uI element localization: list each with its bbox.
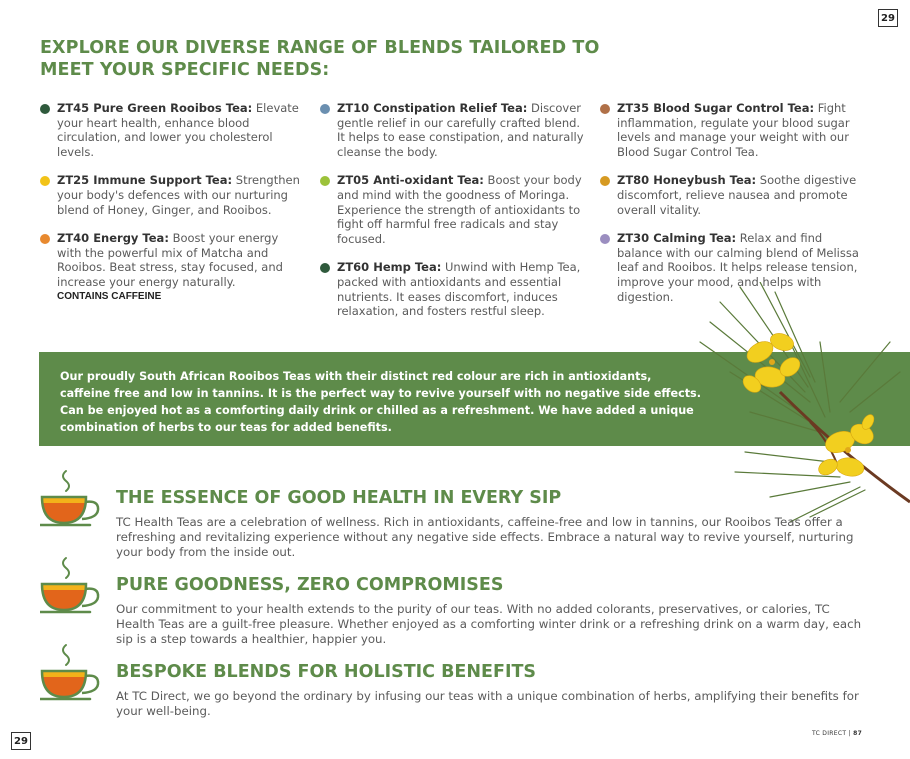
bullet-dot-icon <box>320 176 330 186</box>
section-body: Our commitment to your health extends to the purity of our teas. With no added colorants, preservatives, or calories, TC Health Teas are a guilt-free pleasure. Whether enjoyed as a comforting winter drink or a refreshing drink on a warm day, each sip is a step towards a healthier, happier you. <box>116 602 862 646</box>
blend-description: Relax and find balance with our calming blend of Melissa leaf and Rooibos. It helps release tension, improve your mood, and helps with digestion. <box>617 231 859 304</box>
blend-item <box>600 173 868 217</box>
blend-code: ZT35 Blood Sugar Control Tea: <box>617 101 815 115</box>
blend-item <box>40 231 302 302</box>
bullet-dot-icon <box>600 234 610 244</box>
section-body: TC Health Teas are a celebration of wellness. Rich in antioxidants, caffeine-free and low in tannins, our Rooibos Teas offer a refreshing and revitalizing experience without any negative side effects. Embrace a natural way to revive yourself, nurturing your body from the inside out. <box>116 515 854 559</box>
footer-brand: TC DIRECT <box>812 730 847 737</box>
section-title: THE ESSENCE OF GOOD HEALTH IN EVERY SIP <box>116 488 562 508</box>
blend-item <box>600 101 868 159</box>
bullet-dot-icon <box>40 176 50 186</box>
blend-description: Soothe digestive discomfort, relieve nausea and promote overall vitality. <box>617 173 857 217</box>
blend-column-2 <box>320 101 588 333</box>
blend-code: ZT10 Constipation Relief Tea: <box>337 101 528 115</box>
bullet-dot-icon <box>40 104 50 114</box>
blend-code: ZT25 Immune Support Tea: <box>57 173 233 188</box>
banner-text: Our proudly South African Rooibos Teas with their distinct red colour are rich in antioxidants, caffeine free and low in tannins. It is the perfect way to revive yourself with no negative side effects. Can be enjoyed hot as a comforting daily drink or chilled as a refreshment. We have added a unique combination of herbs to our teas for added benefits. <box>60 370 701 434</box>
blend-column-1 <box>40 101 302 317</box>
section-title: PURE GOODNESS, ZERO COMPROMISES <box>116 575 504 595</box>
footer <box>812 730 862 737</box>
page-number-bottom: 29 <box>11 732 31 750</box>
blend-description: Fight inflammation, regulate your blood sugar levels and manage your weight with our Blood Sugar Control Tea. <box>617 101 850 159</box>
blend-description: Boost your body and mind with the goodness of Moringa. Experience the strength of antioxidants to fight off harmful free radicals and stay focused. <box>337 173 582 246</box>
blend-item <box>40 173 302 217</box>
blend-code: ZT05 Anti-oxidant Tea: <box>337 173 484 188</box>
blend-code: ZT40 Energy Tea: <box>57 231 169 246</box>
blend-code: ZT60 Hemp Tea: <box>337 260 442 275</box>
section-body: At TC Direct, we go beyond the ordinary by infusing our teas with a unique combination of herbs, amplifying their benefits for your well-being. <box>116 689 859 718</box>
tea-cup-icon <box>40 556 102 614</box>
footer-page-number: 87 <box>853 730 863 737</box>
blend-code: ZT80 Honeybush Tea: <box>617 173 757 188</box>
blend-item <box>320 101 588 159</box>
bullet-dot-icon <box>320 104 330 114</box>
blend-item <box>320 260 588 318</box>
bullet-dot-icon <box>320 263 330 273</box>
blend-description: Boost your energy with the powerful mix of Matcha and Rooibos. Beat stress, stay focused, and increase your energy naturally. <box>57 231 283 289</box>
page-headline: EXPLORE OUR DIVERSE RANGE OF BLENDS TAILORED TO MEET YOUR SPECIFIC NEEDS: <box>40 38 600 80</box>
bullet-dot-icon <box>600 104 610 114</box>
bullet-dot-icon <box>600 176 610 186</box>
caffeine-note: CONTAINS CAFFEINE <box>57 290 162 302</box>
section-title: BESPOKE BLENDS FOR HOLISTIC BENEFITS <box>116 662 536 682</box>
blend-description: Elevate your heart health, enhance blood circulation, and lower you cholesterol levels. <box>57 101 299 159</box>
page-number-top: 29 <box>878 9 898 27</box>
blend-code: ZT30 Calming Tea: <box>617 231 737 246</box>
blend-item <box>320 173 588 246</box>
tea-cup-icon <box>40 469 102 527</box>
tea-cup-icon <box>40 643 102 701</box>
blend-code: ZT45 Pure Green Rooibos Tea: <box>57 101 253 115</box>
blend-description: Discover gentle relief in our carefully crafted blend. It helps to ease constipation, and naturally cleanse the body. <box>337 101 584 159</box>
footer-separator: | <box>848 730 851 737</box>
blend-item <box>40 101 302 159</box>
bullet-dot-icon <box>40 234 50 244</box>
rooibos-flower-illustration <box>690 282 910 532</box>
blend-description: Unwind with Hemp Tea, packed with antioxidants and essential nutrients. It eases discomfort, induces relaxation, and fosters restful sleep. <box>337 260 581 319</box>
blend-description: Strengthen your body's defences with our nurturing blend of Honey, Ginger, and Rooibos. <box>57 173 300 217</box>
